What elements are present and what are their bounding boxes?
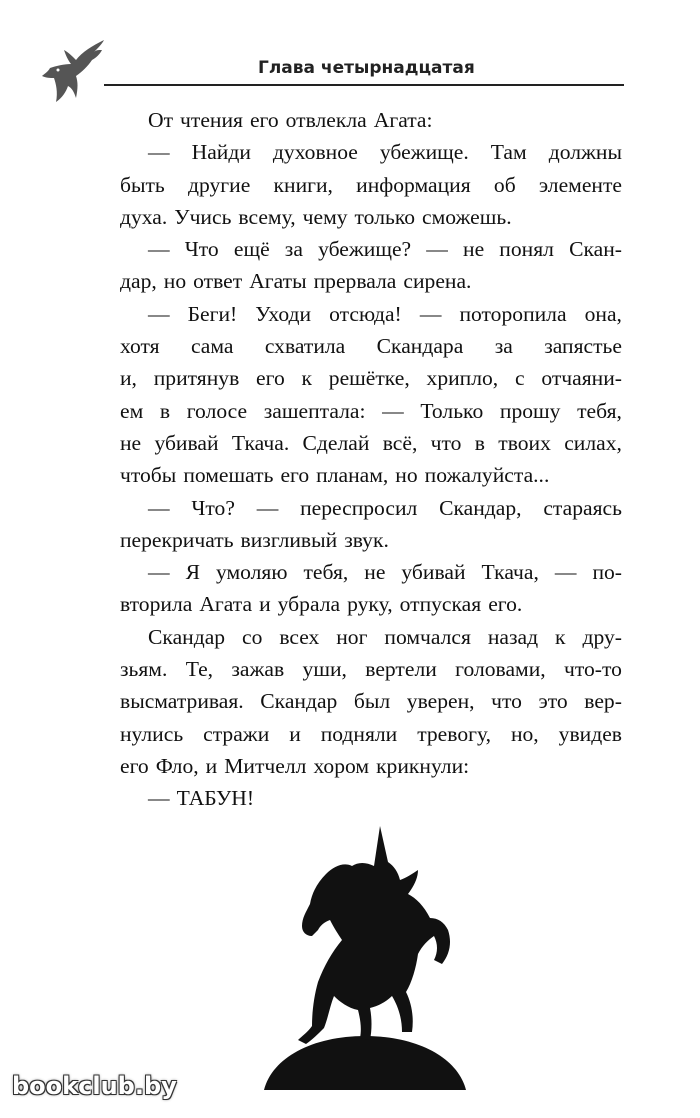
text-line: зьям. Те, зажав уши, вертели головами, что-то [120, 657, 622, 682]
text-line: — ТАБУН! [148, 786, 255, 811]
text-line: — Что? — переспросил Скандар, стараясь [148, 495, 622, 520]
body-text [120, 104, 622, 815]
rearing-unicorn-silhouette-icon [262, 822, 468, 1090]
watermark: bookclub.by [12, 1072, 177, 1100]
text-line: — Что ещё за убежище? — не понял Скан- [148, 237, 622, 262]
text-line: вторила Агата и убрала руку, отпуская его. [120, 592, 523, 617]
text-line: духа. Учись всему, чему только сможешь. [120, 204, 512, 229]
text-line: — Найди духовное убежище. Там должны [148, 140, 622, 165]
text-line: ем в голосе зашептала: — Только прошу тебя, [120, 398, 622, 423]
text-line: нулись стражи и подняли тревогу, но, увидев [120, 721, 622, 746]
text-line: От чтения его отвлекла Агата: [148, 108, 433, 132]
text-line: и, притянув его к решётке, хрипло, с отчаяни- [120, 366, 622, 391]
text-line: быть другие книги, информация об элементе [120, 172, 622, 197]
text-line: высматривая. Скандар был уверен, что это вер- [120, 689, 622, 714]
header-divider [104, 84, 624, 86]
text-line: — Я умоляю тебя, не убивай Ткача, — по- [148, 560, 622, 585]
text-line: — Беги! Уходи отсюда! — поторопила она, [148, 301, 622, 326]
text-line: не убивай Ткача. Сделай всё, что в твоих силах, [120, 430, 622, 455]
chapter-title: Глава четырнадцатая [258, 58, 475, 78]
text-line: перекричать визгливый звук. [120, 527, 389, 552]
text-line: его Фло, и Митчелл хором крикнули: [120, 753, 470, 778]
text-line: Скандар со всех ног помчался назад к дру- [148, 624, 622, 649]
text-line: дар, но ответ Агаты прервала сирена. [120, 269, 472, 294]
text-line: хотя сама схватила Скандара за запястье [120, 334, 622, 359]
text-line: чтобы помешать его планам, но пожалуйста... [120, 463, 550, 488]
pegasus-head-icon [38, 38, 108, 108]
